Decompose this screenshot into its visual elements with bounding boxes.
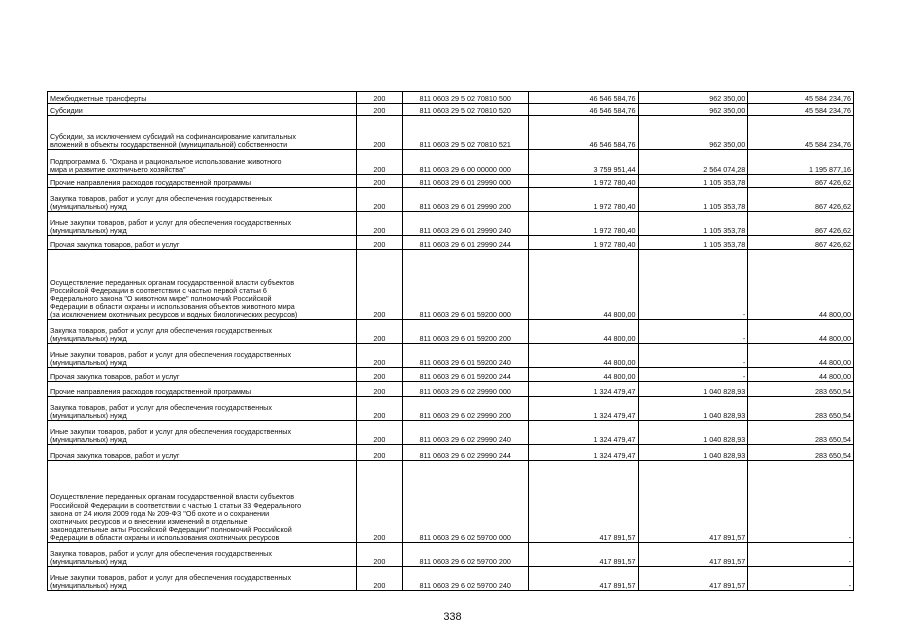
row-name: Прочая закупка товаров, работ и услуг: [48, 236, 357, 250]
table-row: [48, 567, 854, 591]
row-code: 200: [356, 92, 402, 104]
row-value-2: 1 105 353,78: [638, 212, 748, 236]
row-value-3: -: [748, 543, 854, 567]
row-kbk: 811 0603 29 6 01 29990 244: [402, 236, 528, 250]
row-value-3: 45 584 234,76: [748, 104, 854, 116]
table-row: [48, 104, 854, 116]
row-value-1: 417 891,57: [528, 543, 638, 567]
row-value-2: 1 105 353,78: [638, 188, 748, 212]
row-value-1: 46 546 584,76: [528, 116, 638, 150]
row-code: 200: [356, 461, 402, 543]
row-value-3: 283 650,54: [748, 382, 854, 397]
row-value-1: 3 759 951,44: [528, 150, 638, 175]
row-code: 200: [356, 250, 402, 320]
row-value-2: -: [638, 344, 748, 368]
row-kbk: 811 0603 29 6 02 29990 000: [402, 382, 528, 397]
row-value-3: 283 650,54: [748, 397, 854, 421]
row-value-1: 1 972 780,40: [528, 175, 638, 188]
row-value-1: 417 891,57: [528, 567, 638, 591]
table-row: [48, 212, 854, 236]
row-value-2: 962 350,00: [638, 104, 748, 116]
row-value-3: -: [748, 461, 854, 543]
row-value-2: 1 040 828,93: [638, 421, 748, 445]
row-kbk: 811 0603 29 6 01 59200 240: [402, 344, 528, 368]
row-value-1: 1 972 780,40: [528, 212, 638, 236]
row-name: Закупка товаров, работ и услуг для обеспечения государственных (муниципальных) нужд: [48, 543, 357, 567]
row-code: 200: [356, 382, 402, 397]
row-value-3: 44 800,00: [748, 320, 854, 344]
row-code: 200: [356, 421, 402, 445]
row-value-3: 283 650,54: [748, 445, 854, 461]
row-kbk: 811 0603 29 5 02 70810 521: [402, 116, 528, 150]
row-value-2: 417 891,57: [638, 461, 748, 543]
table-row: [48, 236, 854, 250]
row-code: 200: [356, 116, 402, 150]
row-value-2: 1 040 828,93: [638, 382, 748, 397]
row-kbk: 811 0603 29 6 02 59700 000: [402, 461, 528, 543]
row-value-1: 1 324 479,47: [528, 382, 638, 397]
table-row: [48, 461, 854, 543]
row-name: Иные закупки товаров, работ и услуг для обеспечения государственных (муниципальных) нужд: [48, 344, 357, 368]
row-kbk: 811 0603 29 5 02 70810 520: [402, 104, 528, 116]
row-kbk: 811 0603 29 6 02 59700 200: [402, 543, 528, 567]
row-value-2: 962 350,00: [638, 116, 748, 150]
row-value-3: 45 584 234,76: [748, 116, 854, 150]
row-value-2: 1 040 828,93: [638, 397, 748, 421]
row-value-2: 417 891,57: [638, 543, 748, 567]
row-value-3: 45 584 234,76: [748, 92, 854, 104]
row-value-2: 962 350,00: [638, 92, 748, 104]
row-kbk: 811 0603 29 6 02 29990 240: [402, 421, 528, 445]
row-name: Закупка товаров, работ и услуг для обеспечения государственных (муниципальных) нужд: [48, 320, 357, 344]
row-code: 200: [356, 368, 402, 382]
row-kbk: 811 0603 29 6 02 29990 200: [402, 397, 528, 421]
row-kbk: 811 0603 29 6 02 29990 244: [402, 445, 528, 461]
row-value-3: 867 426,62: [748, 175, 854, 188]
page-number: 338: [443, 611, 462, 623]
row-code: 200: [356, 344, 402, 368]
row-value-3: 44 800,00: [748, 250, 854, 320]
row-value-1: 1 324 479,47: [528, 397, 638, 421]
table-row: [48, 445, 854, 461]
table-row: [48, 150, 854, 175]
table-row: [48, 92, 854, 104]
row-code: 200: [356, 567, 402, 591]
row-value-1: 417 891,57: [528, 461, 638, 543]
row-code: 200: [356, 188, 402, 212]
budget-table: [47, 91, 854, 591]
row-value-1: 44 800,00: [528, 368, 638, 382]
row-value-3: -: [748, 567, 854, 591]
row-kbk: 811 0603 29 6 00 00000 000: [402, 150, 528, 175]
row-value-2: 417 891,57: [638, 567, 748, 591]
row-value-3: 867 426,62: [748, 236, 854, 250]
table-row: [48, 116, 854, 150]
table-row: [48, 421, 854, 445]
row-value-3: 867 426,62: [748, 188, 854, 212]
row-value-3: 44 800,00: [748, 368, 854, 382]
row-value-1: 1 324 479,47: [528, 421, 638, 445]
row-value-1: 46 546 584,76: [528, 104, 638, 116]
row-value-2: 2 564 074,28: [638, 150, 748, 175]
row-kbk: 811 0603 29 5 02 70810 500: [402, 92, 528, 104]
row-kbk: 811 0603 29 6 01 29990 200: [402, 188, 528, 212]
row-code: 200: [356, 175, 402, 188]
row-value-1: 46 546 584,76: [528, 92, 638, 104]
row-name: Межбюджетные трансферты: [48, 92, 357, 104]
row-code: 200: [356, 150, 402, 175]
table-row: [48, 320, 854, 344]
row-value-1: 1 972 780,40: [528, 236, 638, 250]
row-value-1: 44 800,00: [528, 250, 638, 320]
row-code: 200: [356, 212, 402, 236]
row-kbk: 811 0603 29 6 01 29990 240: [402, 212, 528, 236]
table-row: [48, 188, 854, 212]
row-kbk: 811 0603 29 6 01 29990 000: [402, 175, 528, 188]
row-code: 200: [356, 104, 402, 116]
row-kbk: 811 0603 29 6 01 59200 244: [402, 368, 528, 382]
row-name: Подпрограмма 6. "Охрана и рациональное использование животного мира и развитие охотничьего хозяйства": [48, 150, 357, 175]
row-code: 200: [356, 397, 402, 421]
table-row: [48, 382, 854, 397]
table-row: [48, 344, 854, 368]
row-value-3: 283 650,54: [748, 421, 854, 445]
row-code: 200: [356, 236, 402, 250]
row-name: Иные закупки товаров, работ и услуг для обеспечения государственных (муниципальных) нужд: [48, 567, 357, 591]
row-name: Закупка товаров, работ и услуг для обеспечения государственных (муниципальных) нужд: [48, 188, 357, 212]
table-row: [48, 397, 854, 421]
row-kbk: 811 0603 29 6 02 59700 240: [402, 567, 528, 591]
row-value-3: 867 426,62: [748, 212, 854, 236]
row-kbk: 811 0603 29 6 01 59200 000: [402, 250, 528, 320]
row-code: 200: [356, 543, 402, 567]
row-name: Прочие направления расходов государственной программы: [48, 382, 357, 397]
row-value-1: 1 324 479,47: [528, 445, 638, 461]
table-row: [48, 368, 854, 382]
row-value-1: 44 800,00: [528, 344, 638, 368]
row-value-2: -: [638, 320, 748, 344]
row-value-3: 1 195 877,16: [748, 150, 854, 175]
table-row: [48, 543, 854, 567]
row-name: Закупка товаров, работ и услуг для обеспечения государственных (муниципальных) нужд: [48, 397, 357, 421]
row-value-2: 1 105 353,78: [638, 175, 748, 188]
row-code: 200: [356, 320, 402, 344]
row-name: Прочая закупка товаров, работ и услуг: [48, 368, 357, 382]
row-name: Иные закупки товаров, работ и услуг для обеспечения государственных (муниципальных) нужд: [48, 421, 357, 445]
row-name: Субсидии, за исключением субсидий на софинансирование капитальных вложений в объекты государственной (муниципальной) собственности: [48, 116, 357, 150]
row-kbk: 811 0603 29 6 01 59200 200: [402, 320, 528, 344]
row-value-2: 1 105 353,78: [638, 236, 748, 250]
table-row: [48, 250, 854, 320]
row-name: Осуществление переданных органам государственной власти субъектов Российской Федерации в соответствии с частью 1 статьи 33 Федерального закона от 24 июля 2009 года № 209-ФЗ "Об охоте и о сохранении охотничьих ресурсов и о внесении изменений в отдельные законодательные акты Российской Федерации" полномочий Российской Федерации в области охраны и использования охотничьих ресурсов: [48, 461, 357, 543]
row-name: Субсидии: [48, 104, 357, 116]
row-name: Иные закупки товаров, работ и услуг для обеспечения государственных (муниципальных) нужд: [48, 212, 357, 236]
row-value-3: 44 800,00: [748, 344, 854, 368]
row-value-2: -: [638, 250, 748, 320]
row-value-1: 44 800,00: [528, 320, 638, 344]
table-row: [48, 175, 854, 188]
row-name: Прочие направления расходов государственной программы: [48, 175, 357, 188]
row-value-2: -: [638, 368, 748, 382]
row-value-1: 1 972 780,40: [528, 188, 638, 212]
row-name: Осуществление переданных органам государственной власти субъектов Российской Федерации в соответствии с частью первой статьи 6 Федерального закона "О животном мире" полномочий Российской Федерации в области охраны и использования объектов животного мира (за исключением охотничьих ресурсов и водных биологических ресурсов): [48, 250, 357, 320]
row-value-2: 1 040 828,93: [638, 445, 748, 461]
row-name: Прочая закупка товаров, работ и услуг: [48, 445, 357, 461]
row-code: 200: [356, 445, 402, 461]
